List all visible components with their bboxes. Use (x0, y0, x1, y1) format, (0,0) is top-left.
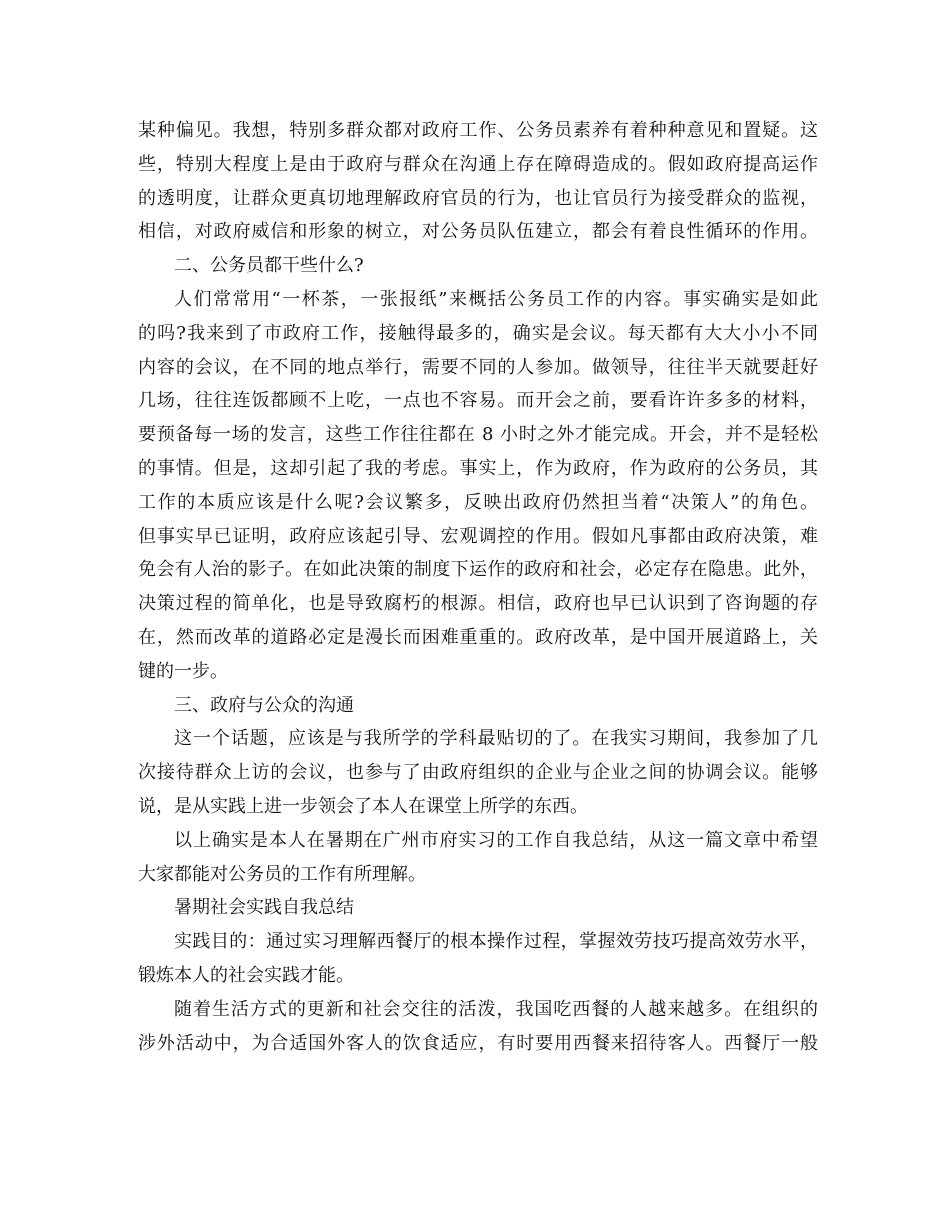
text-line: 大家都能对公务员的工作有所理解。 (138, 863, 426, 885)
text-line: 随着生活方式的更新和社会交往的活泼，我国吃西餐的人越来越多。在组织的 (174, 998, 818, 1020)
section-heading: 二、公务员都干些什么? (174, 255, 364, 277)
text-line: 某种偏见。我想，特别多群众都对政府工作、公务员素养有着种种意见和置疑。这 (138, 120, 818, 141)
text-line: 锻炼本人的社会实践才能。 (138, 964, 354, 986)
text-line: 涉外活动中，为合适国外客人的饮食适应，有时要用西餐来招待客人。西餐厅一般 (138, 1032, 818, 1054)
text-line: 的透明度，让群众更真切地理解政府官员的行为，也让官员行为接受群众的监视， (138, 187, 818, 209)
text-line: 这一个话题，应该是与我所学的学科最贴切的了。在我实习期间，我参加了几 (174, 728, 818, 750)
text-line: 说，是从实践上进一步领会了本人在课堂上所学的东西。 (138, 795, 588, 817)
text-line: 些，特别大程度上是由于政府与群众在沟通上存在障碍造成的。假如政府提高运作 (138, 153, 818, 175)
text-line: 的吗?我来到了市政府工作，接触得最多的，确实是会议。每天都有大大小小不同 (138, 322, 818, 344)
text-line: 人们常常用“一杯茶，一张报纸”来概括公务员工作的内容。事实确实是如此 (174, 288, 818, 310)
text-line: 相信，对政府威信和形象的树立，对公务员队伍建立，都会有着良性循环的作用。 (138, 221, 818, 243)
text-line: 的事情。但是，这却引起了我的考虑。事实上，作为政府，作为政府的公务员，其 (138, 457, 818, 479)
text-line: 键的一步。 (138, 660, 228, 682)
text-line: 几场，往往连饭都顾不上吃，一点也不容易。而开会之前，要看许许多多的材料， (138, 390, 818, 412)
text-line: 实践目的：通过实习理解西餐厅的根本操作过程，掌握效劳技巧提高效劳水平， (174, 931, 818, 953)
text-line: 决策过程的简单化，也是导致腐朽的根源。相信，政府也早已认识到了咨询题的存 (138, 593, 818, 615)
document-body (138, 114, 818, 1060)
section-heading: 暑期社会实践自我总结 (174, 897, 354, 919)
text-line: 内容的会议，在不同的地点举行，需要不同的人参加。做领导，往往半天就要赶好 (138, 356, 818, 378)
text-line: 次接待群众上访的会议，也参与了由政府组织的企业与企业之间的协调会议。能够 (138, 762, 818, 784)
text-line: 但事实早已证明，政府应该起引导、宏观调控的作用。假如凡事都由政府决策，难 (138, 525, 818, 547)
text-line: 免会有人治的影子。在如此决策的制度下运作的政府和社会，必定存在隐患。此外， (138, 559, 818, 581)
text-line: 以上确实是本人在暑期在广州市府实习的工作自我总结，从这一篇文章中希望 (174, 829, 818, 851)
section-heading: 三、政府与公众的沟通 (174, 694, 354, 716)
text-line: 在，然而改革的道路必定是漫长而困难重重的。政府改革，是中国开展道路上，关 (138, 626, 818, 648)
text-line: 要预备每一场的发言，这些工作往往都在 8 小时之外才能完成。开会，并不是轻松 (138, 424, 818, 446)
text-line: 工作的本质应该是什么呢?会议繁多，反映出政府仍然担当着“决策人”的角色。 (138, 491, 818, 513)
